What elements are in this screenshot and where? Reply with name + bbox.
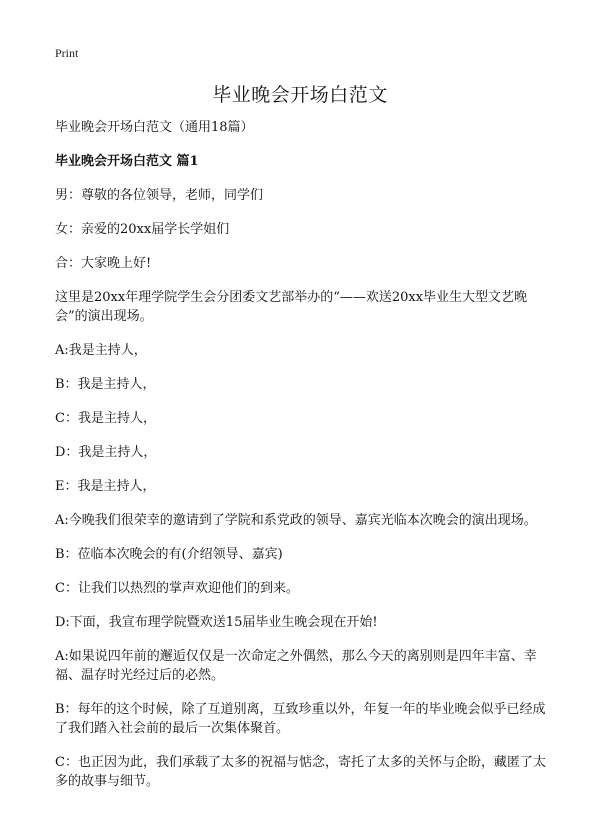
paragraph: B：莅临本次晚会的有(介绍领导、嘉宾) <box>55 547 283 562</box>
paragraph: 这里是20xx年理学院学生会分团委文艺部举办的“——欢送20xx毕业生大型文艺晚会”的演出现场。 <box>55 290 528 324</box>
paragraph: A:如果说四年前的邂逅仅仅是一次命定之外偶然，那么今天的离别则是四年丰富、幸福、温存时光经过后的必然。 <box>55 649 537 683</box>
paragraph: 合：大家晚上好! <box>55 256 152 271</box>
paragraph: B：每年的这个时候，除了互道别离，互致珍重以外，年复一年的毕业晚会似乎已经成了我们踏入社会前的最后一次集体聚首。 <box>55 702 546 736</box>
paragraph: E：我是主持人， <box>55 479 156 494</box>
paragraph: B：我是主持人， <box>55 377 156 392</box>
paragraph: 女：亲爱的20xx届学长学姐们 <box>55 222 230 237</box>
document-body <box>55 118 555 806</box>
paragraph: C：也正因为此，我们承载了太多的祝福与惦念，寄托了太多的关怀与企盼，藏匿了太多的故事与细节。 <box>55 755 546 789</box>
paragraph: 男：尊敬的各位领导，老师，同学们 <box>55 188 264 203</box>
paragraph: D:下面，我宣布理学院暨欢送15届毕业生晚会现在开始! <box>55 615 378 630</box>
paragraph: D：我是主持人， <box>55 445 157 460</box>
paragraph: C：我是主持人， <box>55 411 156 426</box>
paragraph: A:今晚我们很荣幸的邀请到了学院和系党政的领导、嘉宾光临本次晚会的演出现场。 <box>55 513 537 528</box>
paragraph: A:我是主持人， <box>55 343 147 358</box>
print-link[interactable]: Print <box>55 46 79 60</box>
paragraph: C：让我们以热烈的掌声欢迎他们的到来。 <box>55 581 299 596</box>
document-subtitle: 毕业晚会开场白范文（通用18篇） <box>55 120 254 135</box>
document-title: 毕业晚会开场白范文 <box>212 84 388 106</box>
section-heading: 毕业晚会开场白范文 篇1 <box>55 154 199 169</box>
